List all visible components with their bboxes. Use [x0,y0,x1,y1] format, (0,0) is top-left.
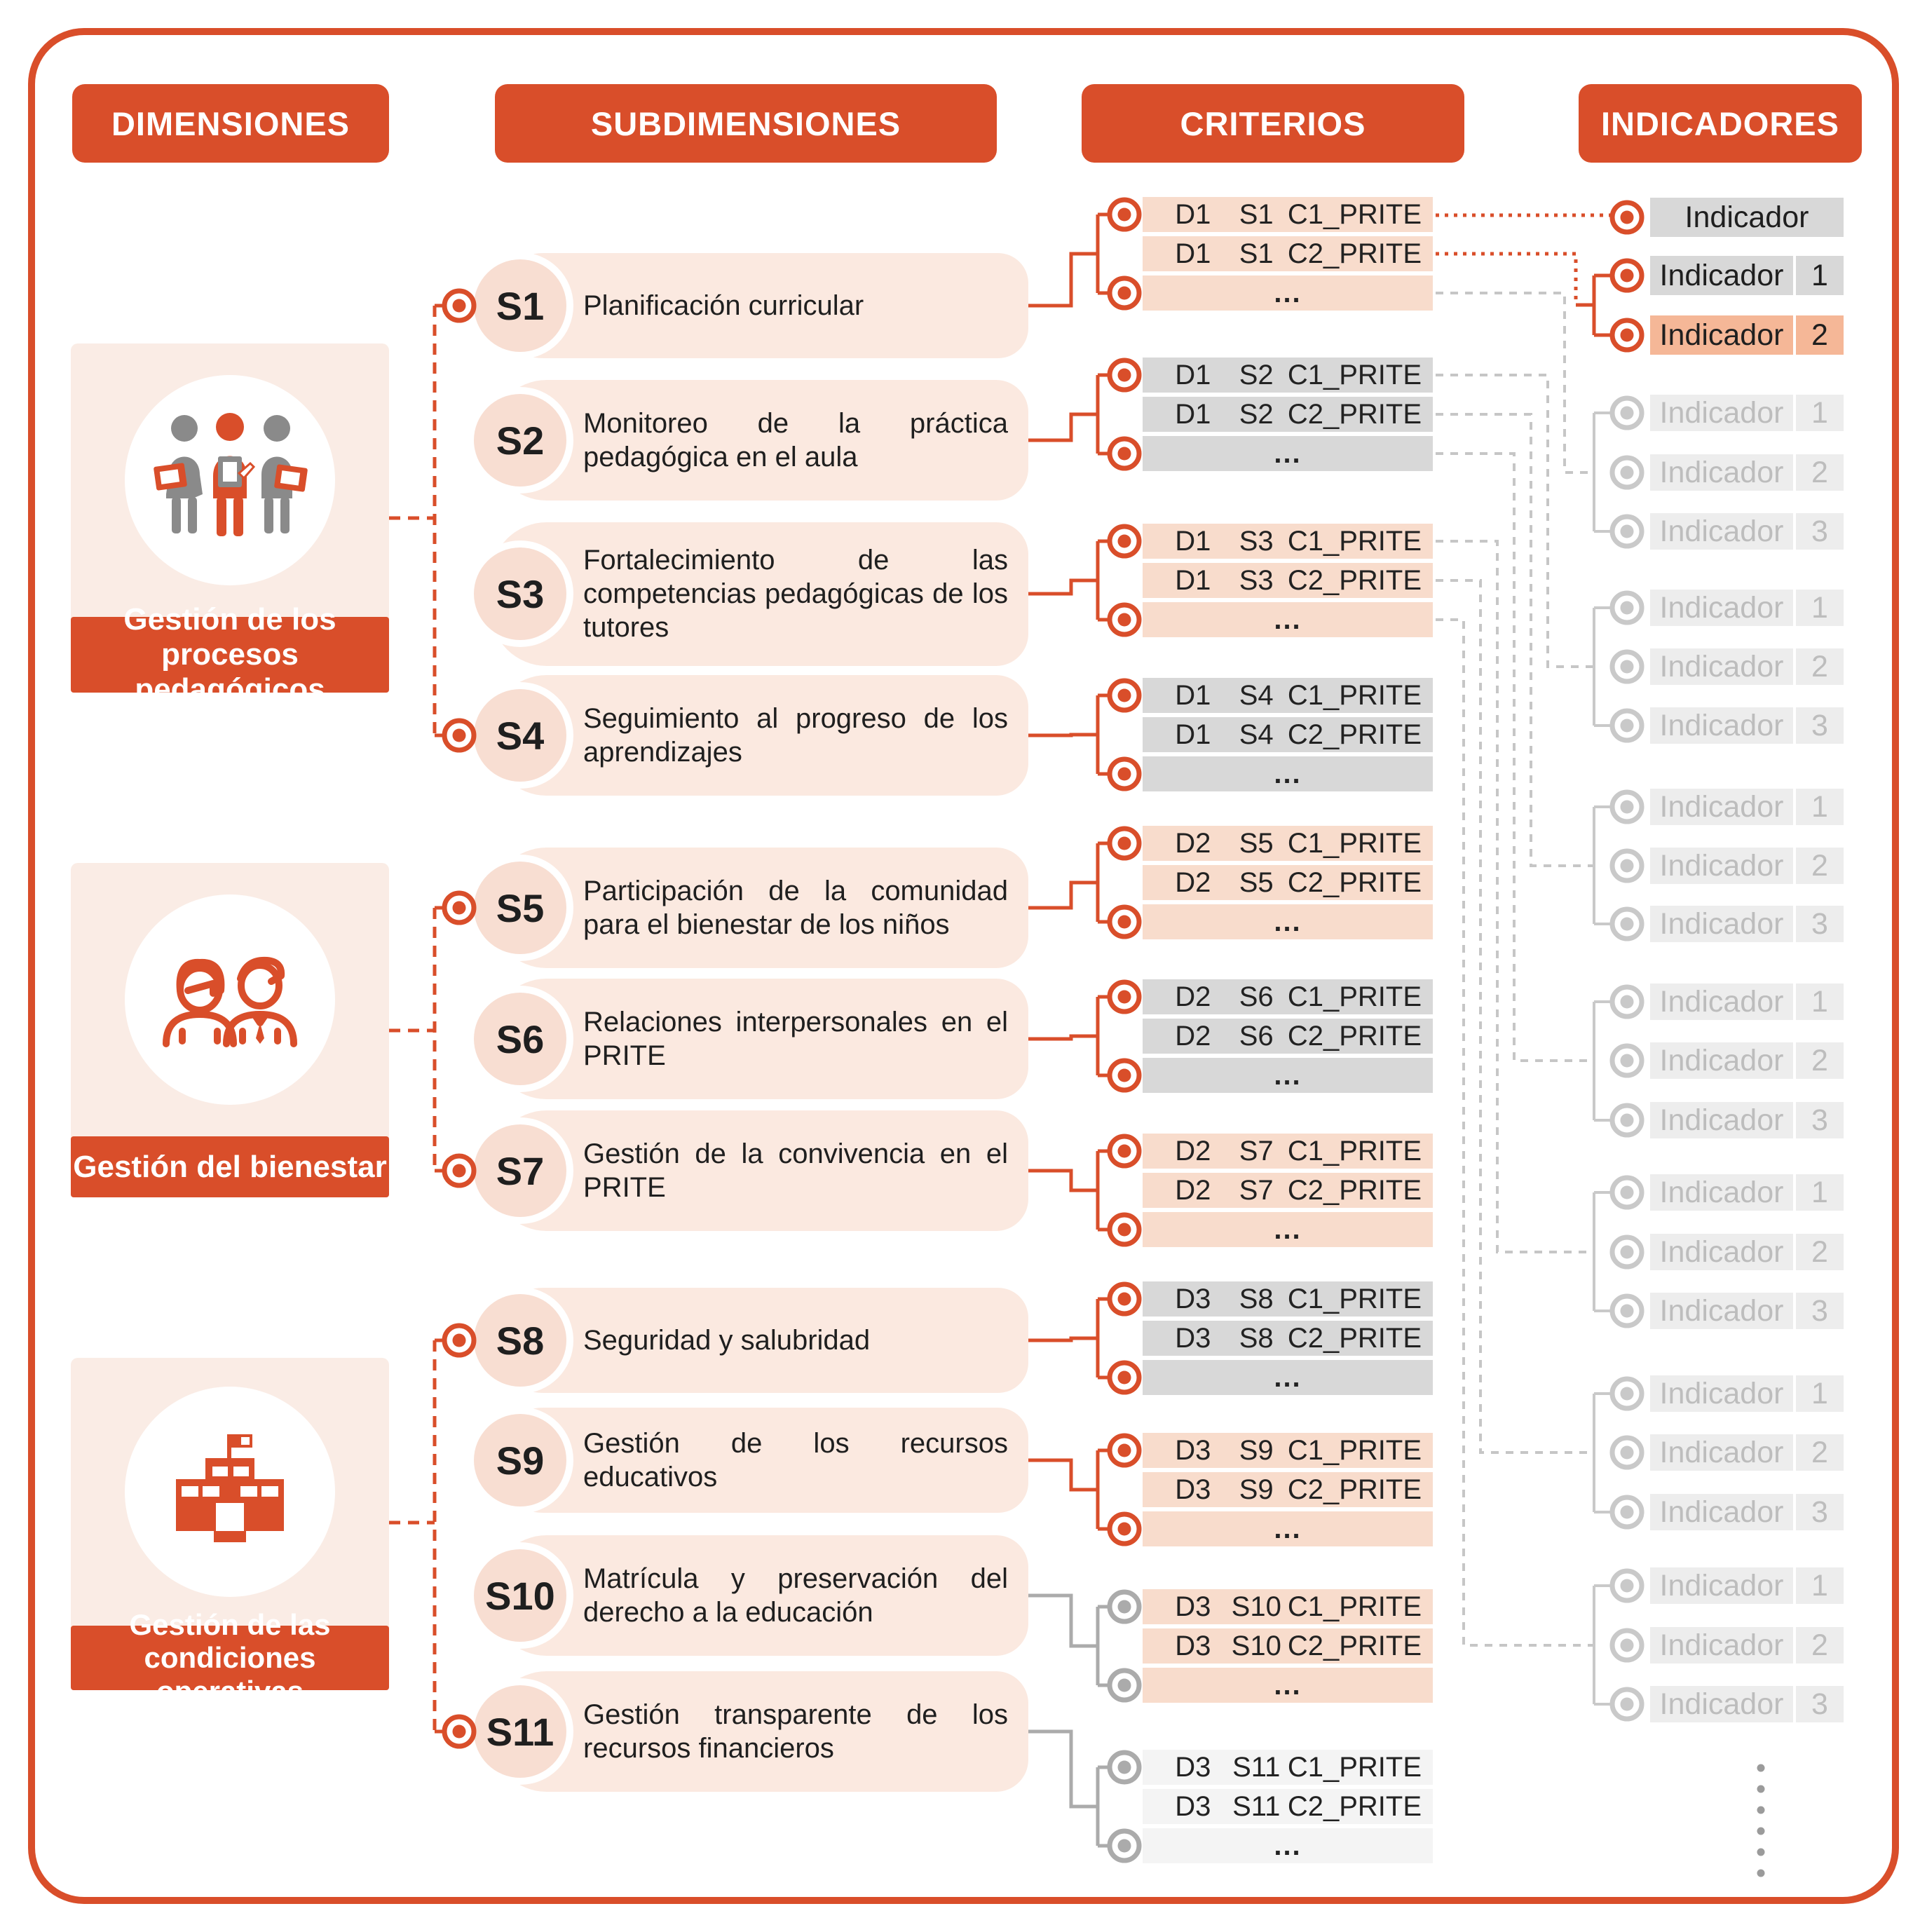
indicator-row-faded: Indicador [1650,1686,1793,1722]
continuation-dots-icon [1757,1828,1765,1835]
criteria-subdimension-code: S11 [1232,1790,1281,1822]
indicator-row-faded: Indicador [1650,1102,1793,1138]
indicator-row-faded: Indicador [1650,848,1793,884]
subdimension-text: Planificación curricular [583,290,864,321]
bullseye-marker-dot [1118,1761,1131,1774]
bullseye-marker-dot [1118,1444,1131,1457]
criteria-ellipsis: ... [1274,1513,1302,1544]
criteria-code: C1_PRITE [1287,1283,1422,1314]
indicator-row-faded: Indicador [1650,1375,1793,1412]
bullseye-marker-dot [1118,916,1131,929]
subdimension-id: S2 [496,418,545,463]
indicator-number-faded: 1 [1796,590,1844,626]
indicator-number-faded: 3 [1796,1102,1844,1138]
header-subdimensiones: SUBDIMENSIONES [495,84,997,163]
criteria-code: C2_PRITE [1287,398,1422,430]
indicator-row-faded: Indicador [1650,1293,1793,1329]
connector-line [1436,254,1576,305]
connector-line [1436,375,1594,667]
indicator-number: 1 [1796,256,1844,295]
indicator-number-faded: 2 [1796,1042,1844,1079]
criteria-code: C2_PRITE [1287,1322,1422,1354]
criteria-ellipsis: ... [1274,437,1302,469]
bullseye-marker-dot [453,1164,466,1178]
bullseye-marker-dot [1118,1523,1131,1536]
indicator-number-faded: 1 [1796,1174,1844,1211]
criteria-dimension-code: D2 [1175,1135,1211,1166]
criteria-dimension-code: D2 [1175,866,1211,898]
connector-line [1028,1036,1098,1039]
indicator-number-faded: 2 [1796,454,1844,491]
criteria-code: C1_PRITE [1287,525,1422,557]
indicator-row-faded: Indicador [1650,513,1793,550]
indicator-number-faded: 2 [1796,1234,1844,1270]
bullseye-marker-dot [1118,287,1131,300]
criteria-code: C1_PRITE [1287,198,1422,230]
criteria-subdimension-code: S7 [1239,1135,1274,1166]
subdimension-text: Fortalecimiento de las competencias pedagógicas de los tutores [583,545,1008,643]
indicator-number-faded: 1 [1796,984,1844,1020]
criteria-dimension-code: D1 [1175,679,1211,711]
subdimension-text: Gestión de la convivencia en el PRITE [583,1138,1008,1203]
indicator-row-faded: Indicador [1650,1234,1793,1270]
criteria-code: C1_PRITE [1287,1135,1422,1166]
bullseye-marker-dot [453,1334,466,1347]
indicator-number-faded: 1 [1796,395,1844,431]
criteria-ellipsis: ... [1274,1213,1302,1245]
bullseye-marker-dot [1118,447,1131,461]
criteria-subdimension-code: S8 [1239,1283,1274,1314]
criteria-ellipsis: ... [1274,758,1302,789]
connector-line [1028,580,1098,594]
continuation-dots-icon [1757,1785,1765,1793]
criteria-subdimension-code: S2 [1239,359,1274,390]
criteria-subdimension-code: S6 [1239,981,1274,1012]
bullseye-marker-dot [1621,1639,1634,1652]
criteria-dimension-code: D2 [1175,827,1211,859]
bullseye-marker-dot [1118,535,1131,548]
subdimension-text: Relaciones interpersonales en el PRITE [583,1007,1008,1071]
bullseye-marker-dot [1118,1069,1131,1082]
criteria-subdimension-code: S5 [1239,866,1274,898]
subdimension-text: Matrícula y preservación del derecho a la educación [583,1563,1008,1628]
criteria-code: C1_PRITE [1287,1591,1422,1622]
bullseye-marker-dot [1118,768,1131,781]
indicator-number-faded: 2 [1796,1627,1844,1664]
criteria-subdimension-code: S7 [1239,1174,1274,1206]
bullseye-marker-dot [1621,1506,1634,1519]
criteria-dimension-code: D1 [1175,398,1211,430]
subdimension-id: S8 [496,1318,545,1363]
criteria-subdimension-code: S4 [1239,679,1274,711]
criteria-code: C2_PRITE [1287,1174,1422,1206]
bullseye-marker-dot [1118,991,1131,1004]
subdimension-text: Seguridad y salubridad [583,1325,871,1356]
subdimension-text: Gestión de los recursos educativos [583,1428,1008,1492]
connector-line [1436,580,1594,1453]
bullseye-marker-dot [1621,660,1634,674]
subdimension-id: S6 [496,1016,545,1061]
criteria-code: C2_PRITE [1287,564,1422,596]
subdimension-id: S4 [496,713,545,758]
criteria-dimension-code: D2 [1175,1174,1211,1206]
bullseye-marker-dot [1621,1054,1634,1068]
criteria-ellipsis: ... [1274,906,1302,937]
bullseye-marker-dot [1621,995,1634,1009]
header-indicadores: INDICADORES [1579,84,1862,163]
connector-line [1028,1460,1098,1490]
bullseye-marker-dot [1621,525,1634,538]
subdimension-text: Gestión transparente de los recursos financieros [583,1699,1008,1764]
indicator-number: 2 [1796,315,1844,355]
criteria-subdimension-code: S5 [1239,827,1274,859]
indicator-row: Indicador [1650,256,1793,295]
indicator-number-faded: 2 [1796,848,1844,884]
indicator-number-faded: 3 [1796,707,1844,744]
bullseye-marker-dot [1118,208,1131,222]
subdimension-id: S9 [496,1438,545,1483]
connector-line [1028,1732,1098,1807]
subdimension-id: S7 [496,1148,545,1193]
bullseye-marker-dot [1118,1223,1131,1237]
criteria-ellipsis: ... [1274,1830,1302,1861]
bullseye-marker-dot [453,299,466,313]
criteria-ellipsis: ... [1274,277,1302,308]
bullseye-marker-dot [1621,466,1634,479]
bullseye-marker-dot [1621,918,1634,931]
bullseye-marker-dot [1621,801,1634,814]
bullseye-marker-dot [1621,1114,1634,1127]
bullseye-marker-dot [1118,1371,1131,1385]
criteria-subdimension-code: S3 [1239,564,1274,596]
criteria-dimension-code: D3 [1175,1630,1211,1661]
subdimension-text: Seguimiento al progreso de los aprendizajes [583,703,1008,768]
connector-line [1436,293,1594,472]
subdimension-text: Monitoreo de la práctica pedagógica en el aula [583,408,1008,472]
criteria-code: C2_PRITE [1287,1474,1422,1505]
criteria-code: C2_PRITE [1287,1630,1422,1661]
criteria-dimension-code: D3 [1175,1474,1211,1505]
criteria-subdimension-code: S10 [1231,1630,1281,1661]
criteria-code: C2_PRITE [1287,238,1422,269]
criteria-code: C1_PRITE [1287,1751,1422,1783]
continuation-dots-icon [1757,1807,1765,1814]
indicator-number-faded: 3 [1796,1686,1844,1722]
criteria-dimension-code: D3 [1175,1434,1211,1466]
dimension-label-3-text: Gestión de las condiciones operativas [129,1607,331,1708]
indicator-number-faded: 3 [1796,1494,1844,1530]
indicator-number-faded: 3 [1796,1293,1844,1329]
indicator-row-faded: Indicador [1650,906,1793,942]
criteria-dimension-code: D3 [1175,1751,1211,1783]
indicator-number-faded: 3 [1796,513,1844,550]
header-criterios: CRITERIOS [1082,84,1464,163]
subdimension-id: S5 [496,885,545,930]
connector-line [1028,1171,1098,1190]
indicator-row-faded: Indicador [1650,707,1793,744]
bullseye-marker-dot [1118,613,1131,627]
criteria-ellipsis: ... [1274,604,1302,635]
connector-line [1436,454,1594,1061]
continuation-dots-icon [1757,1870,1765,1877]
continuation-dots-icon [1757,1764,1765,1772]
bullseye-marker-dot [1621,407,1634,420]
criteria-dimension-code: D3 [1175,1591,1211,1622]
criteria-code: C2_PRITE [1287,719,1422,750]
indicator-number-faded: 1 [1796,1567,1844,1604]
criteria-code: C1_PRITE [1287,679,1422,711]
indicator-row-faded: Indicador [1650,1494,1793,1530]
criteria-ellipsis: ... [1274,1059,1302,1091]
connector-line [1028,1338,1098,1340]
indicator-row-faded: Indicador [1650,648,1793,685]
bullseye-marker-dot [1118,1600,1131,1614]
criteria-dimension-code: D2 [1175,981,1211,1012]
subdimension-id: S10 [485,1573,555,1618]
criteria-dimension-code: D1 [1175,525,1211,557]
subdimension-id: S11 [486,1709,554,1754]
indicator-number-faded: 1 [1796,789,1844,825]
criteria-code: C2_PRITE [1287,1790,1422,1822]
criteria-dimension-code: D1 [1175,198,1211,230]
criteria-dimension-code: D1 [1175,359,1211,390]
subdimension-id: S3 [496,571,545,616]
bullseye-marker-dot [1118,1679,1131,1692]
criteria-code: C1_PRITE [1287,981,1422,1012]
indicator-row-faded: Indicador [1650,984,1793,1020]
criteria-subdimension-code: S9 [1239,1434,1274,1466]
indicator-row-faded: Indicador [1650,590,1793,626]
criteria-subdimension-code: S6 [1239,1020,1274,1052]
indicator-number-faded: 3 [1796,906,1844,942]
bullseye-marker-dot [1621,329,1634,342]
criteria-code: C2_PRITE [1287,866,1422,898]
subdimension-text: Participación de la comunidad para el bienestar de los niños [583,876,1008,940]
criteria-subdimension-code: S1 [1239,198,1274,230]
indicator-row-faded: Indicador [1650,1567,1793,1604]
indicator-row-faded: Indicador [1650,1434,1793,1471]
bullseye-marker-dot [1621,211,1634,224]
criteria-dimension-code: D1 [1175,719,1211,750]
subdimension-id: S1 [496,283,545,328]
connector-line [1028,414,1098,440]
bullseye-marker-dot [453,902,466,915]
bullseye-marker-dot [1621,1246,1634,1259]
criteria-code: C2_PRITE [1287,1020,1422,1052]
connector-line [1028,1596,1098,1646]
indicator-number-faded: 1 [1796,1375,1844,1412]
criteria-code: C1_PRITE [1287,359,1422,390]
bullseye-marker-dot [1621,1305,1634,1318]
criteria-dimension-code: D3 [1175,1283,1211,1314]
criteria-dimension-code: D1 [1175,564,1211,596]
connector-line [1028,883,1098,908]
criteria-code: C1_PRITE [1287,1434,1422,1466]
indicator-row: Indicador [1650,198,1844,237]
header-dimensiones: DIMENSIONES [72,84,389,163]
bullseye-marker-dot [1621,269,1634,283]
criteria-subdimension-code: S2 [1239,398,1274,430]
criteria-subdimension-code: S3 [1239,525,1274,557]
indicator-number-faded: 2 [1796,1434,1844,1471]
bullseye-marker-dot [1118,1293,1131,1306]
bullseye-marker-dot [453,729,466,742]
bullseye-marker-dot [1621,1446,1634,1460]
indicator-row-faded: Indicador [1650,395,1793,431]
bullseye-marker-dot [1621,1186,1634,1199]
criteria-code: C1_PRITE [1287,827,1422,859]
criteria-subdimension-code: S8 [1239,1322,1274,1354]
indicator-row: Indicador [1650,315,1793,355]
bullseye-marker-dot [1621,1387,1634,1401]
criteria-dimension-code: D3 [1175,1790,1211,1822]
criteria-subdimension-code: S4 [1239,719,1274,750]
criteria-subdimension-code: S10 [1231,1591,1281,1622]
connector-line [1028,254,1098,306]
criteria-dimension-code: D1 [1175,238,1211,269]
criteria-subdimension-code: S1 [1239,238,1274,269]
bullseye-marker-dot [1118,369,1131,382]
bullseye-marker-dot [1118,837,1131,850]
dimension-label-1-text: Gestión de los procesos pedagógicos [123,602,336,707]
indicator-number-faded: 2 [1796,648,1844,685]
bullseye-marker-dot [1118,689,1131,702]
criteria-subdimension-code: S11 [1232,1751,1281,1783]
criteria-dimension-code: D3 [1175,1322,1211,1354]
indicator-row-faded: Indicador [1650,789,1793,825]
bullseye-marker-dot [1621,719,1634,733]
criteria-subdimension-code: S9 [1239,1474,1274,1505]
criteria-dimension-code: D2 [1175,1020,1211,1052]
bullseye-marker-dot [1621,1698,1634,1711]
criteria-ellipsis: ... [1274,1669,1302,1701]
bullseye-marker-dot [1621,859,1634,873]
bullseye-marker-dot [1118,1839,1131,1853]
continuation-dots-icon [1757,1849,1765,1856]
bullseye-marker-dot [453,1725,466,1739]
bullseye-marker-dot [1621,1579,1634,1593]
indicator-row-faded: Indicador [1650,1042,1793,1079]
criteria-ellipsis: ... [1274,1361,1302,1393]
indicator-row-faded: Indicador [1650,1627,1793,1664]
indicator-row-faded: Indicador [1650,454,1793,491]
bullseye-marker-dot [1621,601,1634,615]
bullseye-marker-dot [1118,1145,1131,1158]
indicator-row-faded: Indicador [1650,1174,1793,1211]
dimension-label-2-text: Gestión del bienestar [73,1149,387,1184]
